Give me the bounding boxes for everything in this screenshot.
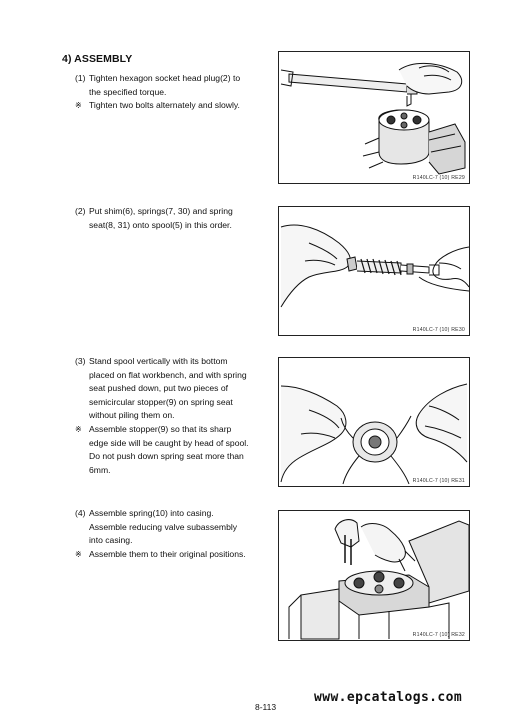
note-mark: ※ [75,549,82,559]
step-number: (1) [75,73,86,83]
step-number: (4) [75,508,86,518]
stopper-assembly-illustration [279,358,469,486]
casing-assembly-illustration [279,511,469,640]
figure-caption: R140LC-7 (10) RE29 [412,175,465,181]
note-mark: ※ [75,101,82,111]
step-text-line: into casing. [89,535,133,546]
figure-stopper-assembly [278,357,470,487]
figure-caption: R140LC-7 (10) RE32 [412,632,465,638]
step-text-line: seat(8, 31) onto spool(5) in this order. [89,219,232,230]
note-text-line: edge side will be caught by head of spool. [89,437,249,448]
step-text-line: placed on flat workbench, and with spring [89,369,247,380]
note-text-line: Assemble them to their original positions. [89,548,246,559]
step-2 [75,205,257,232]
step-text-line: Stand spool vertically with its bottom [89,356,228,366]
figure-spool-springs [278,206,470,336]
note-text-line: Do not push down spring seat more than [89,451,244,462]
step-number: (2) [75,206,86,216]
step-text-line: Tighten hexagon socket head plug(2) to [89,73,241,83]
step-text-line: semicircular stopper(9) on spring seat [89,396,233,407]
note-text-line: 6mm. [89,464,111,475]
section-heading: 4) ASSEMBLY [62,53,133,65]
step-text-line: Put shim(6), springs(7, 30) and spring [89,206,233,216]
step-text-line: the specified torque. [89,86,167,97]
step-text-line: Assemble spring(10) into casing. [89,508,214,518]
watermark-text: www.epcatalogs.com [314,690,463,705]
torque-wrench-illustration [279,52,469,183]
step-text-line: seat pushed down, put two pieces of [89,383,229,394]
figure-torque-wrench [278,51,470,184]
spool-springs-illustration [279,207,469,335]
note-text-line: Assemble stopper(9) so that its sharp [89,423,232,434]
figure-caption: R140LC-7 (10) RE30 [412,327,465,333]
step-1 [75,72,257,113]
figure-casing-assembly [278,510,470,641]
page-number: 8-113 [255,702,277,712]
step-3 [75,355,257,477]
step-text-line: without piling them on. [89,410,175,421]
step-4 [75,507,257,561]
figure-caption: R140LC-7 (10) RE31 [412,478,465,484]
step-number: (3) [75,356,86,366]
note-text-line: Tighten two bolts alternately and slowly. [89,100,240,111]
step-text-line: Assemble reducing valve subassembly [89,521,238,532]
note-mark: ※ [75,424,82,434]
